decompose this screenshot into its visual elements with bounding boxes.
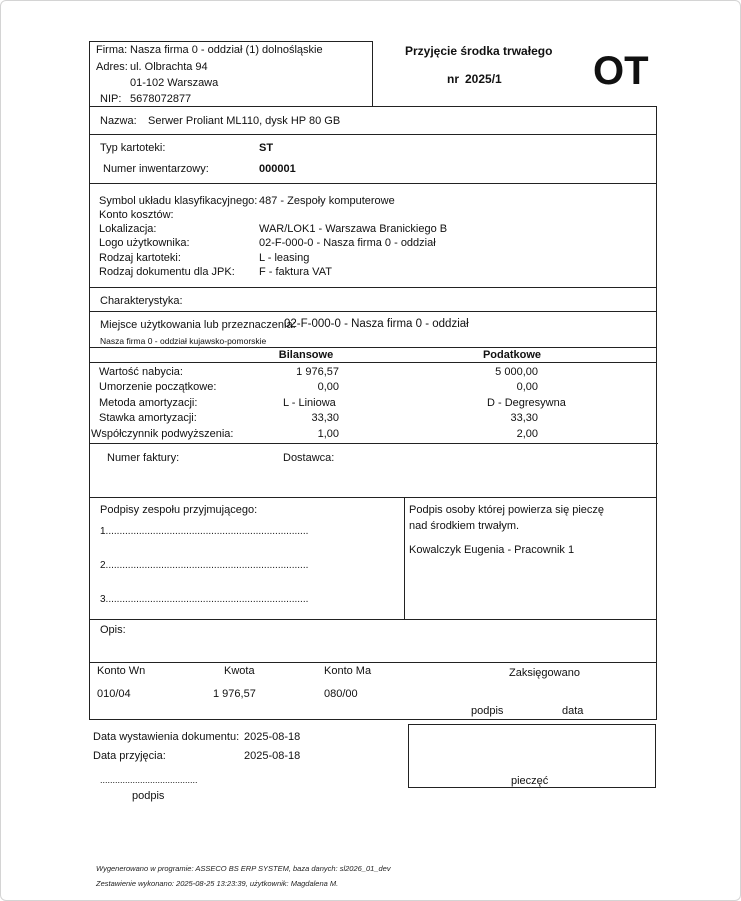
classification-label: Logo użytkownika: bbox=[99, 237, 190, 249]
inventory-number: 000001 bbox=[259, 163, 296, 175]
classification-label: Konto kosztów: bbox=[99, 209, 174, 221]
divider bbox=[89, 497, 657, 498]
value-row-label: Umorzenie początkowe: bbox=[99, 381, 217, 393]
signature-dots: ....................................... bbox=[100, 775, 198, 785]
divider bbox=[89, 362, 657, 363]
divider bbox=[404, 497, 405, 619]
value-podatkowe: 2,00 bbox=[516, 428, 538, 440]
custodian-label-line-1: Podpis osoby której powierza się pieczę bbox=[409, 504, 605, 516]
value-podatkowe: 33,30 bbox=[510, 412, 538, 424]
value-row-label: Wartość nabycia: bbox=[99, 366, 183, 378]
card-type-label: Typ kartoteki: bbox=[100, 142, 166, 154]
value-bilansowe: 1 976,57 bbox=[296, 366, 339, 378]
address-street: ul. Olbrachta 94 bbox=[130, 61, 208, 73]
value-row-label: Metoda amortyzacji: bbox=[99, 397, 198, 409]
receipt-date-label: Data przyjęcia: bbox=[93, 750, 166, 762]
konto-wn-label: Konto Wn bbox=[97, 665, 146, 677]
classification-label: Rodzaj dokumentu dla JPK: bbox=[99, 266, 235, 278]
usage-value: 02-F-000-0 - Nasza firma 0 - oddział bbox=[284, 318, 469, 330]
value-podatkowe: 0,00 bbox=[516, 381, 538, 393]
value-row-label: Stawka amortyzacji: bbox=[99, 412, 197, 424]
value-row-label: Współczynnik podwyższenia: bbox=[91, 428, 234, 440]
signature-label: podpis bbox=[132, 790, 165, 802]
stamp-label: pieczęć bbox=[511, 775, 549, 787]
divider bbox=[89, 619, 657, 620]
document-number-label: nr bbox=[447, 72, 459, 86]
posting-sign-label: podpis bbox=[471, 705, 504, 717]
classification-value: WAR/LOK1 - Warszawa Branickiego B bbox=[259, 223, 448, 235]
kwota-label: Kwota bbox=[224, 665, 255, 677]
classification-label: Symbol układu klasyfikacyjnego: bbox=[99, 195, 258, 207]
konto-wn-value: 010/04 bbox=[97, 688, 131, 700]
value-bilansowe: L - Liniowa bbox=[283, 397, 336, 409]
divider bbox=[89, 183, 657, 184]
value-bilansowe: 33,30 bbox=[311, 412, 339, 424]
nip-label: NIP: bbox=[100, 93, 122, 105]
asset-name-label: Nazwa: bbox=[100, 115, 137, 127]
issue-date-label: Data wystawienia dokumentu: bbox=[93, 731, 240, 743]
characteristics-label: Charakterystyka: bbox=[100, 295, 183, 307]
column-header-podatkowe: Podatkowe bbox=[482, 349, 542, 361]
classification-value: 02-F-000-0 - Nasza firma 0 - oddział bbox=[259, 237, 436, 249]
divider bbox=[89, 134, 657, 135]
classification-value: F - faktura VAT bbox=[259, 266, 332, 278]
divider bbox=[89, 287, 657, 288]
invoice-number-label: Numer faktury: bbox=[107, 452, 180, 464]
firm-name: Nasza firma 0 - oddział (1) dolnośląskie bbox=[130, 44, 323, 56]
card-type-value: ST bbox=[259, 142, 274, 154]
notes-label: Opis: bbox=[100, 624, 126, 636]
konto-ma-label: Konto Ma bbox=[324, 665, 372, 677]
firm-label: Firma: bbox=[96, 44, 128, 56]
value-podatkowe: D - Degresywna bbox=[487, 397, 566, 409]
value-bilansowe: 1,00 bbox=[317, 428, 339, 440]
issue-date: 2025-08-18 bbox=[244, 731, 301, 743]
receipt-date: 2025-08-18 bbox=[244, 750, 301, 762]
divider bbox=[89, 662, 657, 663]
footer-report-line: Zestawienie wykonano: 2025-08-25 13:23:39, użytkownik: Magdalena M. bbox=[96, 879, 339, 888]
usage-label: Miejsce użytkowania lub przeznaczenia: bbox=[100, 319, 296, 331]
signature-line-2: 2......................................................................... bbox=[100, 560, 309, 571]
custodian-label-line-2: nad środkiem trwałym. bbox=[409, 520, 520, 532]
posted-label: Zaksięgowano bbox=[509, 667, 580, 679]
value-podatkowe: 5 000,00 bbox=[495, 366, 538, 378]
divider bbox=[89, 443, 658, 444]
usage-subtitle: Nasza firma 0 - oddział kujawsko-pomorskie bbox=[100, 336, 267, 346]
address-city: 01-102 Warszawa bbox=[130, 77, 219, 89]
team-signatures-label: Podpisy zespołu przyjmującego: bbox=[100, 504, 258, 516]
divider bbox=[89, 347, 657, 348]
inventory-label: Numer inwentarzowy: bbox=[103, 163, 209, 175]
classification-label: Lokalizacja: bbox=[99, 223, 157, 235]
kwota-value: 1 976,57 bbox=[213, 688, 256, 700]
address-label: Adres: bbox=[96, 61, 128, 73]
posting-date-label: data bbox=[562, 705, 584, 717]
document-code: OT bbox=[593, 49, 649, 93]
classification-value: L - leasing bbox=[259, 252, 310, 264]
document-title: Przyjęcie środka trwałego bbox=[405, 44, 553, 58]
value-bilansowe: 0,00 bbox=[317, 381, 339, 393]
nip-value: 5678072877 bbox=[130, 93, 192, 105]
footer-generated-line: Wygenerowano w programie: ASSECO BS ERP SYSTEM, baza danych: sl2026_01_dev bbox=[96, 864, 391, 873]
column-header-bilansowe: Bilansowe bbox=[278, 349, 334, 361]
asset-name: Serwer Proliant ML110, dysk HP 80 GB bbox=[148, 115, 341, 127]
classification-label: Rodzaj kartoteki: bbox=[99, 252, 181, 264]
signature-line-1: 1......................................................................... bbox=[100, 526, 309, 537]
divider bbox=[89, 311, 657, 312]
classification-value: 487 - Zespoły komputerowe bbox=[259, 195, 395, 207]
signature-line-3: 3......................................................................... bbox=[100, 594, 309, 605]
document-number: 2025/1 bbox=[465, 72, 502, 86]
supplier-label: Dostawca: bbox=[283, 452, 335, 464]
konto-ma-value: 080/00 bbox=[324, 688, 358, 700]
custodian-name: Kowalczyk Eugenia - Pracownik 1 bbox=[409, 544, 575, 556]
